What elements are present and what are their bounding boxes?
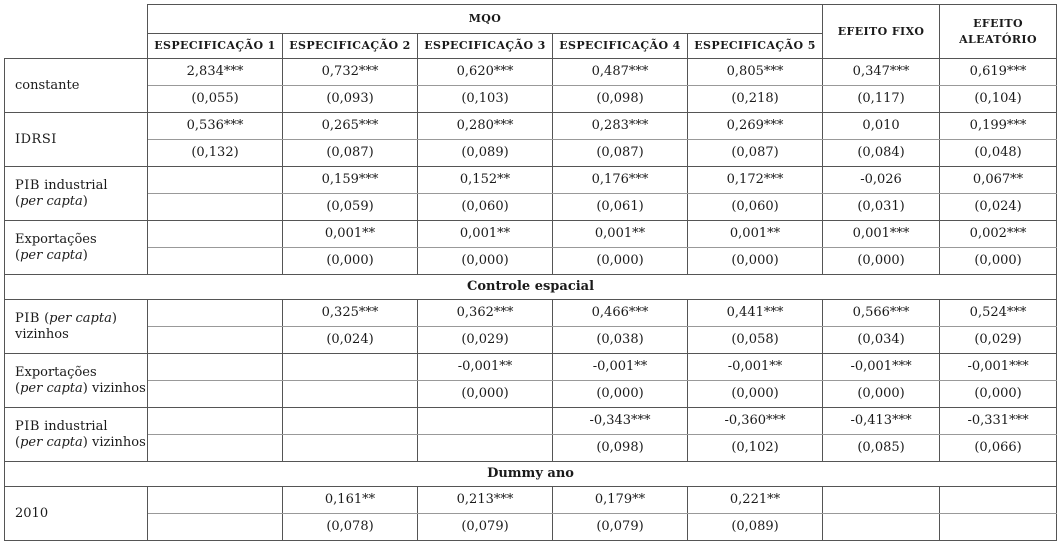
cell-coef: -0,360*** — [688, 408, 823, 435]
cell-se: (0,031) — [823, 194, 940, 221]
cell-coef — [148, 487, 283, 514]
row-label-pib-industrial-vizinhos: PIB industrial (per capta) vizinhos — [5, 408, 148, 462]
label-per-capta: per capta — [49, 310, 112, 326]
row-label-exportacoes: Exportações (per capta) — [5, 221, 148, 275]
row-pib-industrial-coef — [5, 167, 1057, 194]
cell-se — [283, 381, 418, 408]
cell-coef: 0,176*** — [553, 167, 688, 194]
cell-coef: 0,221** — [688, 487, 823, 514]
cell-se: (0,000) — [283, 248, 418, 275]
header-spec-5: ESPECIFICAÇÃO 5 — [688, 34, 823, 59]
row-label-idrsi — [5, 113, 148, 167]
section-controle-espacial: Controle espacial — [5, 275, 1057, 300]
label-pib: PIB — [15, 310, 40, 326]
cell-coef: -0,343*** — [553, 408, 688, 435]
row-constante-se — [5, 86, 1057, 113]
cell-se: (0,060) — [688, 194, 823, 221]
cell-se: (0,085) — [823, 435, 940, 462]
section-row-controle-espacial — [5, 275, 1057, 300]
row-exportacoes-se — [5, 248, 1057, 275]
row-constante-coef — [5, 59, 1057, 86]
header-efeito-aleatorio-line1: EFEITO — [973, 16, 1023, 30]
cell-coef: 0,001** — [553, 221, 688, 248]
cell-se: (0,048) — [940, 140, 1057, 167]
cell-se: (0,058) — [688, 327, 823, 354]
cell-coef: 0,487*** — [553, 59, 688, 86]
regression-results-table — [4, 4, 1057, 541]
cell-se: (0,087) — [553, 140, 688, 167]
cell-coef: -0,001*** — [823, 354, 940, 381]
row-label-2010: 2010 — [5, 487, 148, 541]
label-pib: PIB — [15, 177, 40, 193]
cell-se: (0,098) — [553, 435, 688, 462]
cell-coef: 0,010 — [823, 113, 940, 140]
cell-coef — [148, 354, 283, 381]
row-label-exportacoes-vizinhos: Exportações (per capta) vizinhos — [5, 354, 148, 408]
header-efeito-aleatorio — [940, 5, 1057, 59]
cell-coef: 0,067** — [940, 167, 1057, 194]
cell-coef: -0,331*** — [940, 408, 1057, 435]
cell-se: (0,000) — [688, 381, 823, 408]
cell-se: (0,104) — [940, 86, 1057, 113]
cell-se: (0,102) — [688, 435, 823, 462]
cell-coef — [283, 354, 418, 381]
cell-coef: -0,026 — [823, 167, 940, 194]
cell-coef: 0,161** — [283, 487, 418, 514]
cell-coef — [148, 300, 283, 327]
cell-coef: 0,001** — [283, 221, 418, 248]
cell-se: (0,084) — [823, 140, 940, 167]
cell-coef: -0,001** — [688, 354, 823, 381]
cell-coef: 0,536*** — [148, 113, 283, 140]
label-exportacoes: Exportações — [15, 231, 97, 247]
row-2010-se — [5, 514, 1057, 541]
cell-coef: 0,619*** — [940, 59, 1057, 86]
cell-coef: -0,001*** — [940, 354, 1057, 381]
row-pib-vizinhos-coef — [5, 300, 1057, 327]
cell-se: (0,055) — [148, 86, 283, 113]
cell-coef: 0,001** — [418, 221, 553, 248]
cell-se — [418, 435, 553, 462]
row-pib-industrial-se — [5, 194, 1057, 221]
cell-se: (0,000) — [553, 248, 688, 275]
cell-se — [940, 514, 1057, 541]
cell-coef: 0,159*** — [283, 167, 418, 194]
cell-coef — [823, 487, 940, 514]
cell-coef — [148, 408, 283, 435]
cell-coef — [283, 408, 418, 435]
label-vizinhos: vizinhos — [92, 434, 146, 450]
section-dummy-ano: Dummy ano — [5, 462, 1057, 487]
cell-coef — [418, 408, 553, 435]
row-pib-industrial-vizinhos-coef — [5, 408, 1057, 435]
header-spec-4: ESPECIFICAÇÃO 4 — [553, 34, 688, 59]
cell-coef: 0,566*** — [823, 300, 940, 327]
cell-se: (0,089) — [418, 140, 553, 167]
header-corner — [5, 5, 148, 59]
header-efeito-fixo: EFEITO FIXO — [823, 5, 940, 59]
cell-se: (0,087) — [283, 140, 418, 167]
row-exportacoes-coef — [5, 221, 1057, 248]
cell-se — [148, 435, 283, 462]
cell-coef: -0,001** — [553, 354, 688, 381]
cell-se: (0,079) — [553, 514, 688, 541]
cell-se: (0,060) — [418, 194, 553, 221]
cell-coef: 0,199*** — [940, 113, 1057, 140]
cell-se — [148, 194, 283, 221]
cell-coef: 0,805*** — [688, 59, 823, 86]
cell-se: (0,132) — [148, 140, 283, 167]
header-row-1 — [5, 5, 1057, 34]
cell-se: (0,024) — [283, 327, 418, 354]
row-label-pib-industrial: PIB industrial (per capta) — [5, 167, 148, 221]
cell-coef: 0,001** — [688, 221, 823, 248]
cell-coef: 0,001*** — [823, 221, 940, 248]
cell-se: (0,000) — [940, 248, 1057, 275]
cell-coef: 0,265*** — [283, 113, 418, 140]
cell-se: (0,089) — [688, 514, 823, 541]
label-pib: PIB — [15, 418, 40, 434]
label-per-capta: per capta — [20, 193, 83, 209]
cell-se: (0,066) — [940, 435, 1057, 462]
cell-se — [823, 514, 940, 541]
cell-se: (0,117) — [823, 86, 940, 113]
cell-coef: 0,152** — [418, 167, 553, 194]
cell-se: (0,034) — [823, 327, 940, 354]
cell-coef: -0,001** — [418, 354, 553, 381]
row-label-idrsi-text: IDRSI — [15, 131, 57, 147]
cell-se: (0,029) — [940, 327, 1057, 354]
row-pib-vizinhos-se — [5, 327, 1057, 354]
cell-se: (0,000) — [823, 248, 940, 275]
cell-coef: 0,466*** — [553, 300, 688, 327]
cell-se: (0,079) — [418, 514, 553, 541]
cell-coef: 0,347*** — [823, 59, 940, 86]
cell-se: (0,000) — [823, 381, 940, 408]
label-exportacoes: Exportações — [15, 364, 97, 380]
cell-se — [148, 514, 283, 541]
cell-coef: 0,732*** — [283, 59, 418, 86]
cell-coef — [148, 167, 283, 194]
cell-coef: 2,834*** — [148, 59, 283, 86]
cell-coef: 0,620*** — [418, 59, 553, 86]
label-industrial: industrial — [44, 177, 108, 193]
regression-table-container — [4, 4, 1056, 541]
cell-coef: 0,213*** — [418, 487, 553, 514]
cell-coef: 0,441*** — [688, 300, 823, 327]
cell-se: (0,000) — [688, 248, 823, 275]
cell-se: (0,000) — [418, 248, 553, 275]
cell-se: (0,059) — [283, 194, 418, 221]
header-efeito-aleatorio-line2: ALEATÓRIO — [959, 32, 1037, 46]
cell-se: (0,000) — [553, 381, 688, 408]
label-per-capta: per capta — [20, 434, 83, 450]
header-spec-2: ESPECIFICAÇÃO 2 — [283, 34, 418, 59]
cell-se: (0,087) — [688, 140, 823, 167]
cell-se — [148, 381, 283, 408]
cell-se: (0,098) — [553, 86, 688, 113]
cell-se: (0,061) — [553, 194, 688, 221]
cell-se: (0,218) — [688, 86, 823, 113]
label-per-capta: per capta — [20, 247, 83, 263]
row-pib-industrial-vizinhos-se — [5, 435, 1057, 462]
header-mqo: MQO — [148, 5, 823, 34]
label-industrial: industrial — [44, 418, 108, 434]
row-exportacoes-vizinhos-coef — [5, 354, 1057, 381]
cell-se — [283, 435, 418, 462]
cell-coef: 0,283*** — [553, 113, 688, 140]
cell-coef — [940, 487, 1057, 514]
cell-se: (0,024) — [940, 194, 1057, 221]
row-idrsi-se — [5, 140, 1057, 167]
cell-coef: 0,172*** — [688, 167, 823, 194]
cell-coef: 0,524*** — [940, 300, 1057, 327]
label-per-capta: per capta — [20, 380, 83, 396]
label-vizinhos: vizinhos — [92, 380, 146, 396]
header-spec-1: ESPECIFICAÇÃO 1 — [148, 34, 283, 59]
cell-coef: 0,002*** — [940, 221, 1057, 248]
cell-se: (0,078) — [283, 514, 418, 541]
cell-coef: 0,179** — [553, 487, 688, 514]
row-label-constante: constante — [5, 59, 148, 113]
cell-coef: 0,280*** — [418, 113, 553, 140]
header-spec-3: ESPECIFICAÇÃO 3 — [418, 34, 553, 59]
cell-se: (0,093) — [283, 86, 418, 113]
cell-se — [148, 248, 283, 275]
cell-coef: 0,325*** — [283, 300, 418, 327]
cell-coef — [148, 221, 283, 248]
cell-se: (0,000) — [940, 381, 1057, 408]
cell-se: (0,029) — [418, 327, 553, 354]
cell-coef: 0,269*** — [688, 113, 823, 140]
cell-coef: -0,413*** — [823, 408, 940, 435]
row-idrsi-coef — [5, 113, 1057, 140]
cell-se: (0,103) — [418, 86, 553, 113]
section-row-dummy-ano — [5, 462, 1057, 487]
cell-se: (0,000) — [418, 381, 553, 408]
row-label-pib-vizinhos: PIB (per capta) vizinhos — [5, 300, 148, 354]
cell-se: (0,038) — [553, 327, 688, 354]
label-vizinhos: vizinhos — [15, 326, 69, 342]
row-2010-coef — [5, 487, 1057, 514]
cell-coef: 0,362*** — [418, 300, 553, 327]
row-exportacoes-vizinhos-se — [5, 381, 1057, 408]
cell-se — [148, 327, 283, 354]
